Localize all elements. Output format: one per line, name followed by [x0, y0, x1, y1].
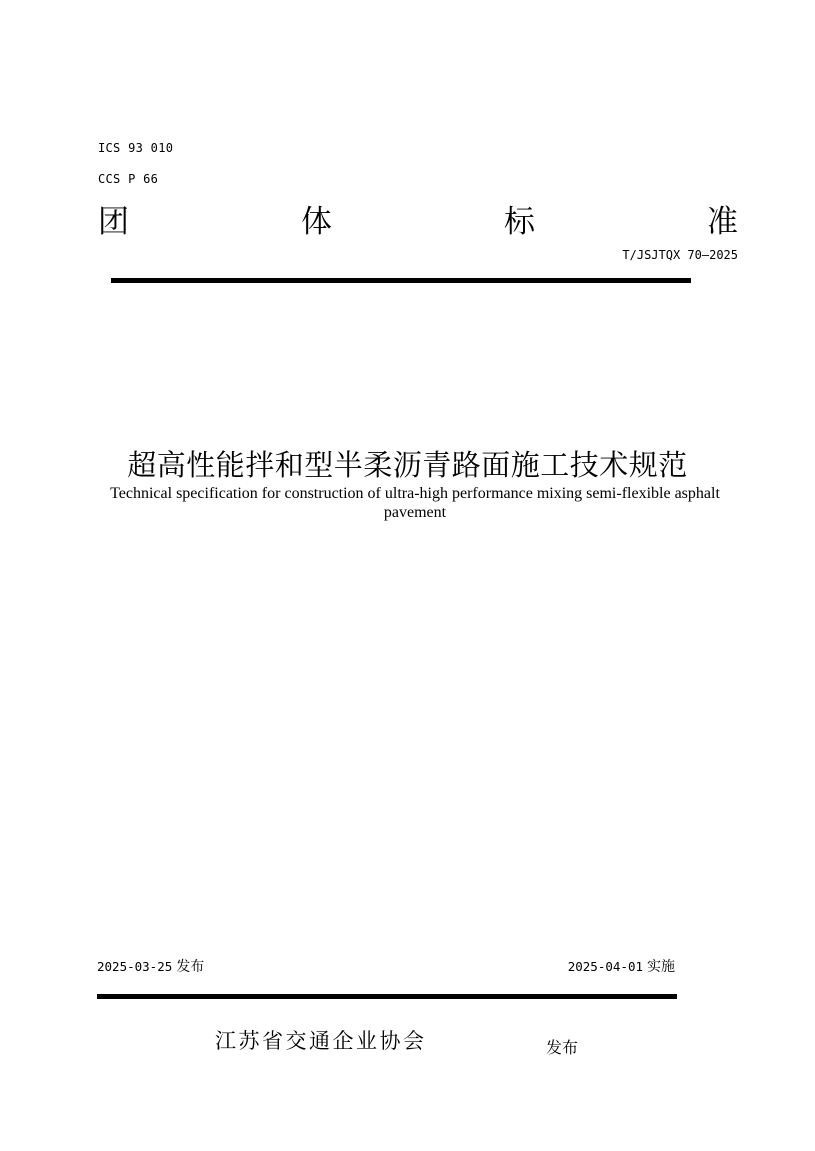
- publisher-action: 发布: [546, 1038, 579, 1057]
- bottom-divider: [97, 994, 677, 999]
- ics-code: ICS 93 010: [98, 141, 174, 155]
- effective-date-label: 实施: [647, 959, 675, 975]
- document-title-english: Technical specification for construction of ultra-high performance mixing semi-flexible asphalt pavement: [110, 485, 720, 521]
- publisher-name: 江苏省交通企业协会: [215, 1029, 427, 1053]
- document-title-chinese: 超高性能拌和型半柔沥青路面施工技术规范: [127, 448, 688, 482]
- ccs-code: CCS P 66: [98, 172, 159, 186]
- effective-date: 2025-04-01: [567, 959, 643, 974]
- publish-date: 2025-03-25: [97, 959, 173, 974]
- standard-type-char-4: 准: [707, 203, 738, 240]
- standard-type-char-3: 标: [504, 203, 535, 240]
- effective-date-line: [568, 956, 675, 976]
- publish-date-line: [97, 956, 204, 976]
- publish-date-label: 发布: [176, 959, 205, 975]
- standard-number: T/JSJTQX 70—2025: [622, 248, 738, 262]
- standard-type-char-2: 体: [301, 203, 332, 240]
- standard-type-char-1: 团: [98, 203, 129, 240]
- standard-type-heading: [98, 196, 738, 240]
- top-divider: [111, 278, 691, 283]
